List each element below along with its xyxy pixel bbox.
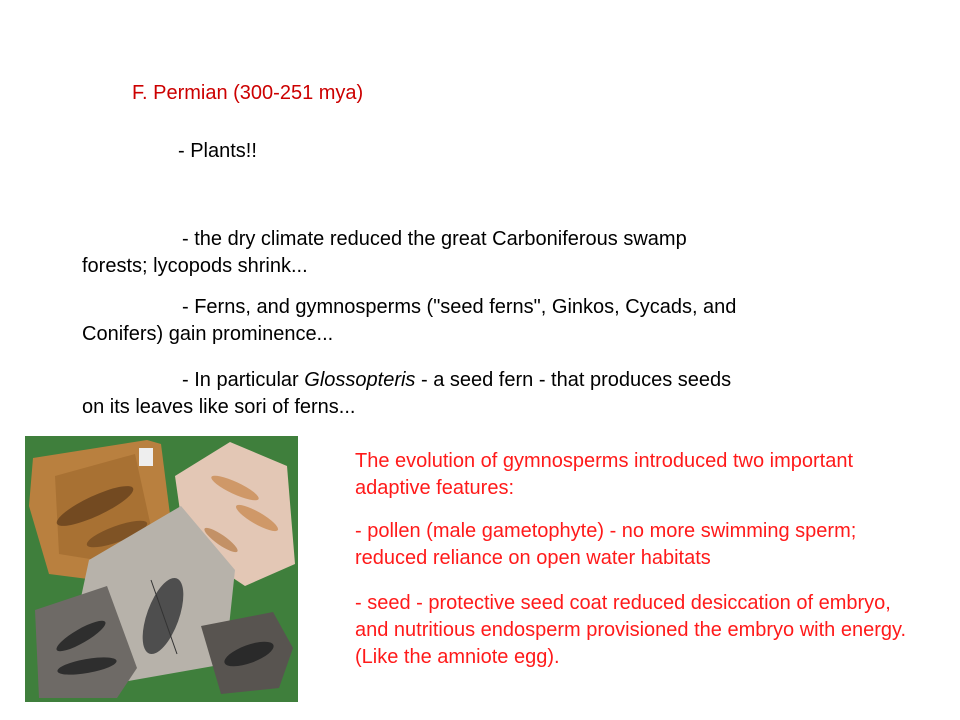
ferns-text: - Ferns, and gymnosperms ("seed ferns", Ginkos, Cycads, and Conifers) gain prominence... [82,296,737,345]
glossopteris-name: Glossopteris [304,369,416,391]
ferns-paragraph [82,294,742,348]
pollen-text: - pollen (male gametophyte) - no more swimming sperm; reduced reliance on open water habitats [355,520,857,569]
fossil-photo [25,436,298,702]
plants-heading: - Plants!! [178,140,257,162]
glossopteris-pre: - In particular [182,369,305,391]
slide-title: F. Permian (300-251 mya) [132,82,364,104]
climate-text: - the dry climate reduced the great Carboniferous swamp forests; lycopods shrink... [82,228,687,277]
glossopteris-paragraph [82,367,742,421]
glossopteris-post: - a seed fern - that produces seeds on its leaves like sori of ferns... [82,369,732,418]
evolution-intro: The evolution of gymnosperms introduced two important adaptive features: [355,450,854,499]
climate-paragraph [82,226,742,280]
seed-text: - seed - protective seed coat reduced desiccation of embryo, and nutritious endosperm provisioned the embryo with energy. (Like the amniote egg). [355,592,907,668]
